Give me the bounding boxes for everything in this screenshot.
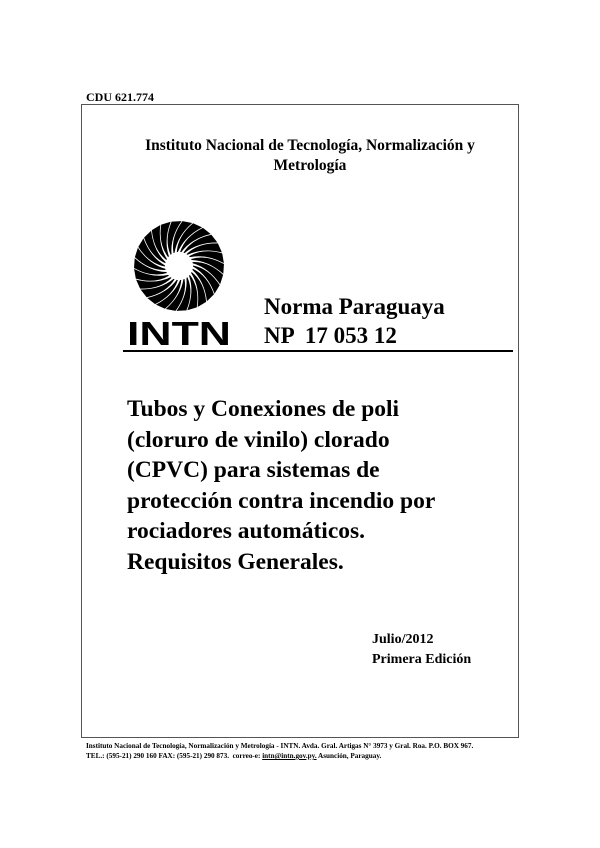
intn-logo-text: INTN: [127, 315, 231, 348]
norma-block: [264, 292, 445, 350]
edition-date: Julio/2012: [372, 632, 434, 647]
footer-address: Instituto Nacional de Tecnología, Normalización y Metrología - INTN. Avda. Gral. Artigas N° 3973 y Gral. Roa. P.O. BOX 967.: [86, 742, 474, 750]
cdu-code: CDU 621.774: [86, 90, 154, 104]
footer-email-link[interactable]: intn@intn.gov.py.: [262, 752, 317, 760]
intn-sun-emblem-icon: [134, 221, 224, 311]
footer-phone-line: [86, 751, 556, 761]
institute-name-line2: Metrología: [273, 157, 347, 174]
title-line: Tubos y Conexiones de poli: [127, 396, 400, 422]
title-line: protección contra incendio por: [127, 487, 436, 514]
norma-label: Norma Paraguaya: [264, 294, 445, 319]
footer-contact: [86, 741, 556, 761]
title-line: (cloruro de vinilo) clorado: [127, 426, 390, 453]
edition-name: Primera Edición: [372, 652, 472, 667]
institute-name-line1: Instituto Nacional de Tecnología, Normalización y: [145, 137, 475, 154]
edition-block: [372, 630, 471, 670]
footer-phone: TEL.: (595-21) 290 160 FAX: (595-21) 290 873. correo-e:: [86, 752, 263, 760]
institute-name: [100, 136, 520, 176]
norma-underline: [123, 350, 513, 352]
title-line: Requisitos Generales.: [127, 548, 344, 575]
document-title: [127, 394, 507, 577]
footer-city: Asunción, Paraguay.: [316, 752, 382, 760]
title-line: rociadores automáticos.: [127, 518, 366, 544]
intn-logo: [126, 218, 232, 348]
title-line: (CPVC) para sistemas de: [127, 457, 380, 483]
norma-number: NP 17 053 12: [264, 323, 397, 348]
